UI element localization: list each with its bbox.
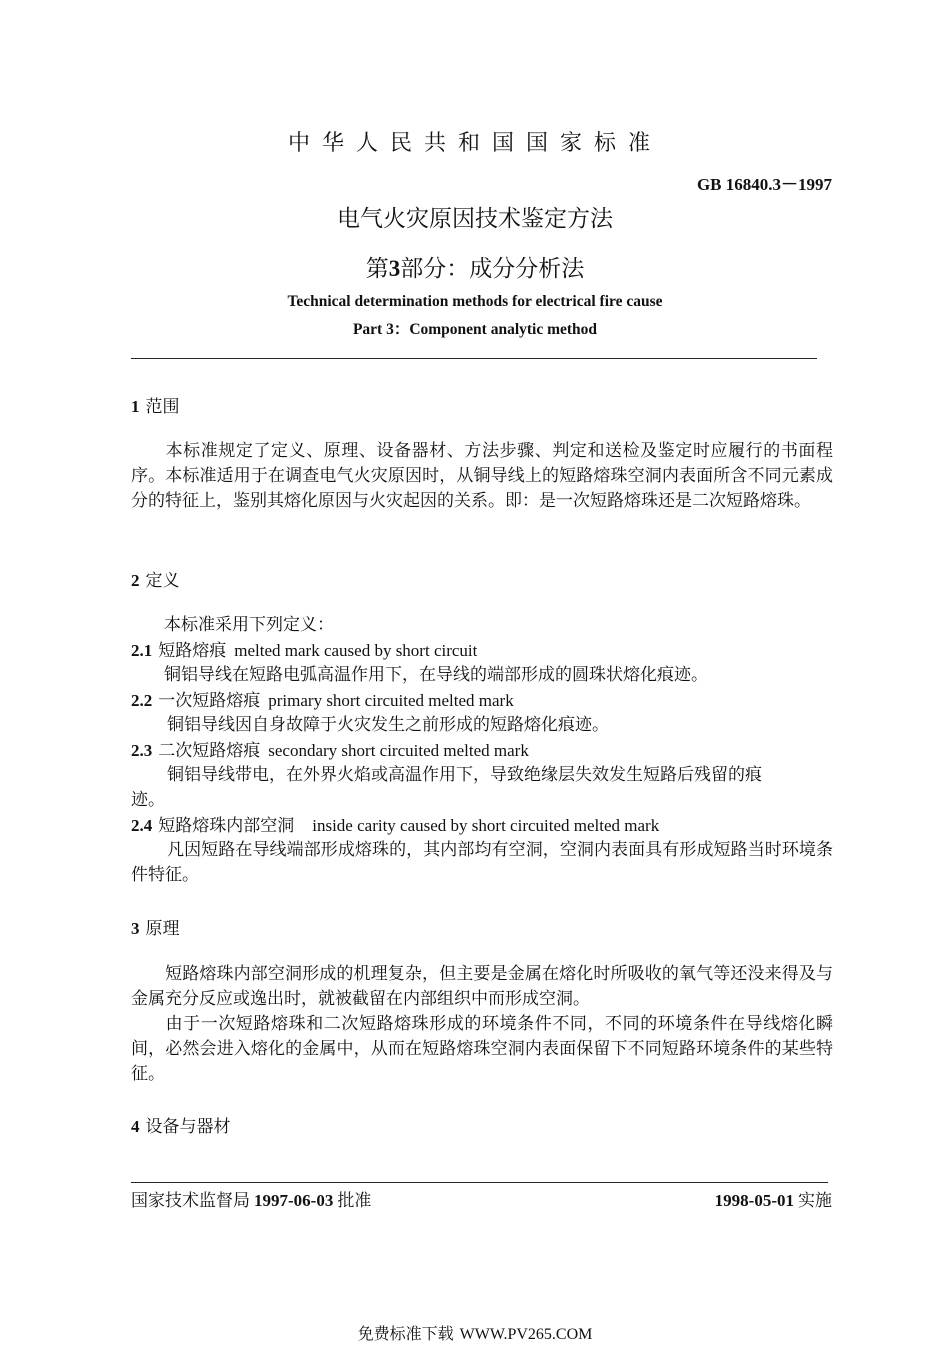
definition-2-2-desc: 铜铝导线因自身故障于火灾发生之前形成的短路熔化痕迹。 (167, 715, 609, 735)
english-title: Technical determination methods for electrical fire cause (287, 293, 663, 310)
english-part-title: Part 3：Component analytic method (352, 321, 598, 338)
section-1-body: 本标准规定了定义、原理、设备器材、方法步骤、判定和送检及鉴定时应履行的书面程序。本标准适用于在调查电气火灾原因时，从铜导线上的短路熔珠空洞内表面所含不同元素成分的特征上，鉴别其熔化原因与火灾起因的关系。即：是一次短路熔珠还是二次短路熔珠。 (131, 441, 833, 511)
definition-2-3-desc-cont: 迹。 (131, 790, 165, 810)
section-2-heading: 2 定义 (131, 571, 180, 591)
definition-2-3: 2.3 二次短路熔痕 secondary short circuited melted mark (131, 741, 529, 761)
top-divider (131, 358, 817, 359)
section-3-heading: 3 原理 (131, 919, 180, 939)
bottom-divider (131, 1182, 828, 1183)
definition-2-2: 2.2 一次短路熔痕 primary short circuited melted mark (131, 691, 514, 711)
implementation-line: 1998-05-01 实施 (714, 1191, 832, 1211)
definition-2-1-desc: 铜铝导线在短路电弧高温作用下，在导线的端部形成的圆珠状熔化痕迹。 (164, 665, 708, 685)
part-prefix: 第 (365, 256, 389, 282)
part-title (0, 250, 950, 283)
document-title: 电气火灾原因技术鉴定方法 (337, 206, 613, 232)
section-4-heading: 4 设备与器材 (131, 1117, 231, 1137)
download-watermark: 免费标准下载 WWW.PV265.COM (357, 1324, 593, 1343)
definition-2-1: 2.1 短路熔痕 melted mark caused by short circuit (131, 641, 478, 661)
definition-2-3-desc: 铜铝导线带电，在外界火焰或高温作用下，导致绝缘层失效发生短路后残留的痕 (167, 765, 762, 785)
section-1-heading: 1 范围 (131, 397, 180, 417)
standard-title: 中华人民共和国国家标准 (287, 131, 662, 156)
section-3-paragraph-1: 短路熔珠内部空洞形成的机理复杂，但主要是金属在熔化时所吸收的氧气等还没来得及与金属充分反应或逸出时，就被截留在内部组织中而形成空洞。 (131, 964, 833, 1009)
approval-line: 国家技术监督局 1997-06-03 批准 (131, 1191, 372, 1211)
section-3-paragraph-2: 由于一次短路熔珠和二次短路熔珠形成的环境条件不同，不同的环境条件在导线熔化瞬间，必然会进入熔化的金属中，从而在短路熔珠空洞内表面保留下不同短路环境条件的某些特征。 (131, 1014, 833, 1084)
definition-2-4: 2.4 短路熔珠内部空洞 inside carity caused by short circuited melted mark (131, 816, 660, 836)
part-suffix: 部分：成分分析法 (400, 256, 585, 282)
definition-2-4-desc: 凡因短路在导线端部形成熔珠的，其内部均有空洞，空洞内表面具有形成短路当时环境条件特征。 (131, 840, 833, 885)
part-number: 3 (388, 256, 401, 281)
standard-code: GB 16840.3－1997 (696, 175, 832, 194)
section-2-intro: 本标准采用下列定义： (164, 615, 334, 635)
